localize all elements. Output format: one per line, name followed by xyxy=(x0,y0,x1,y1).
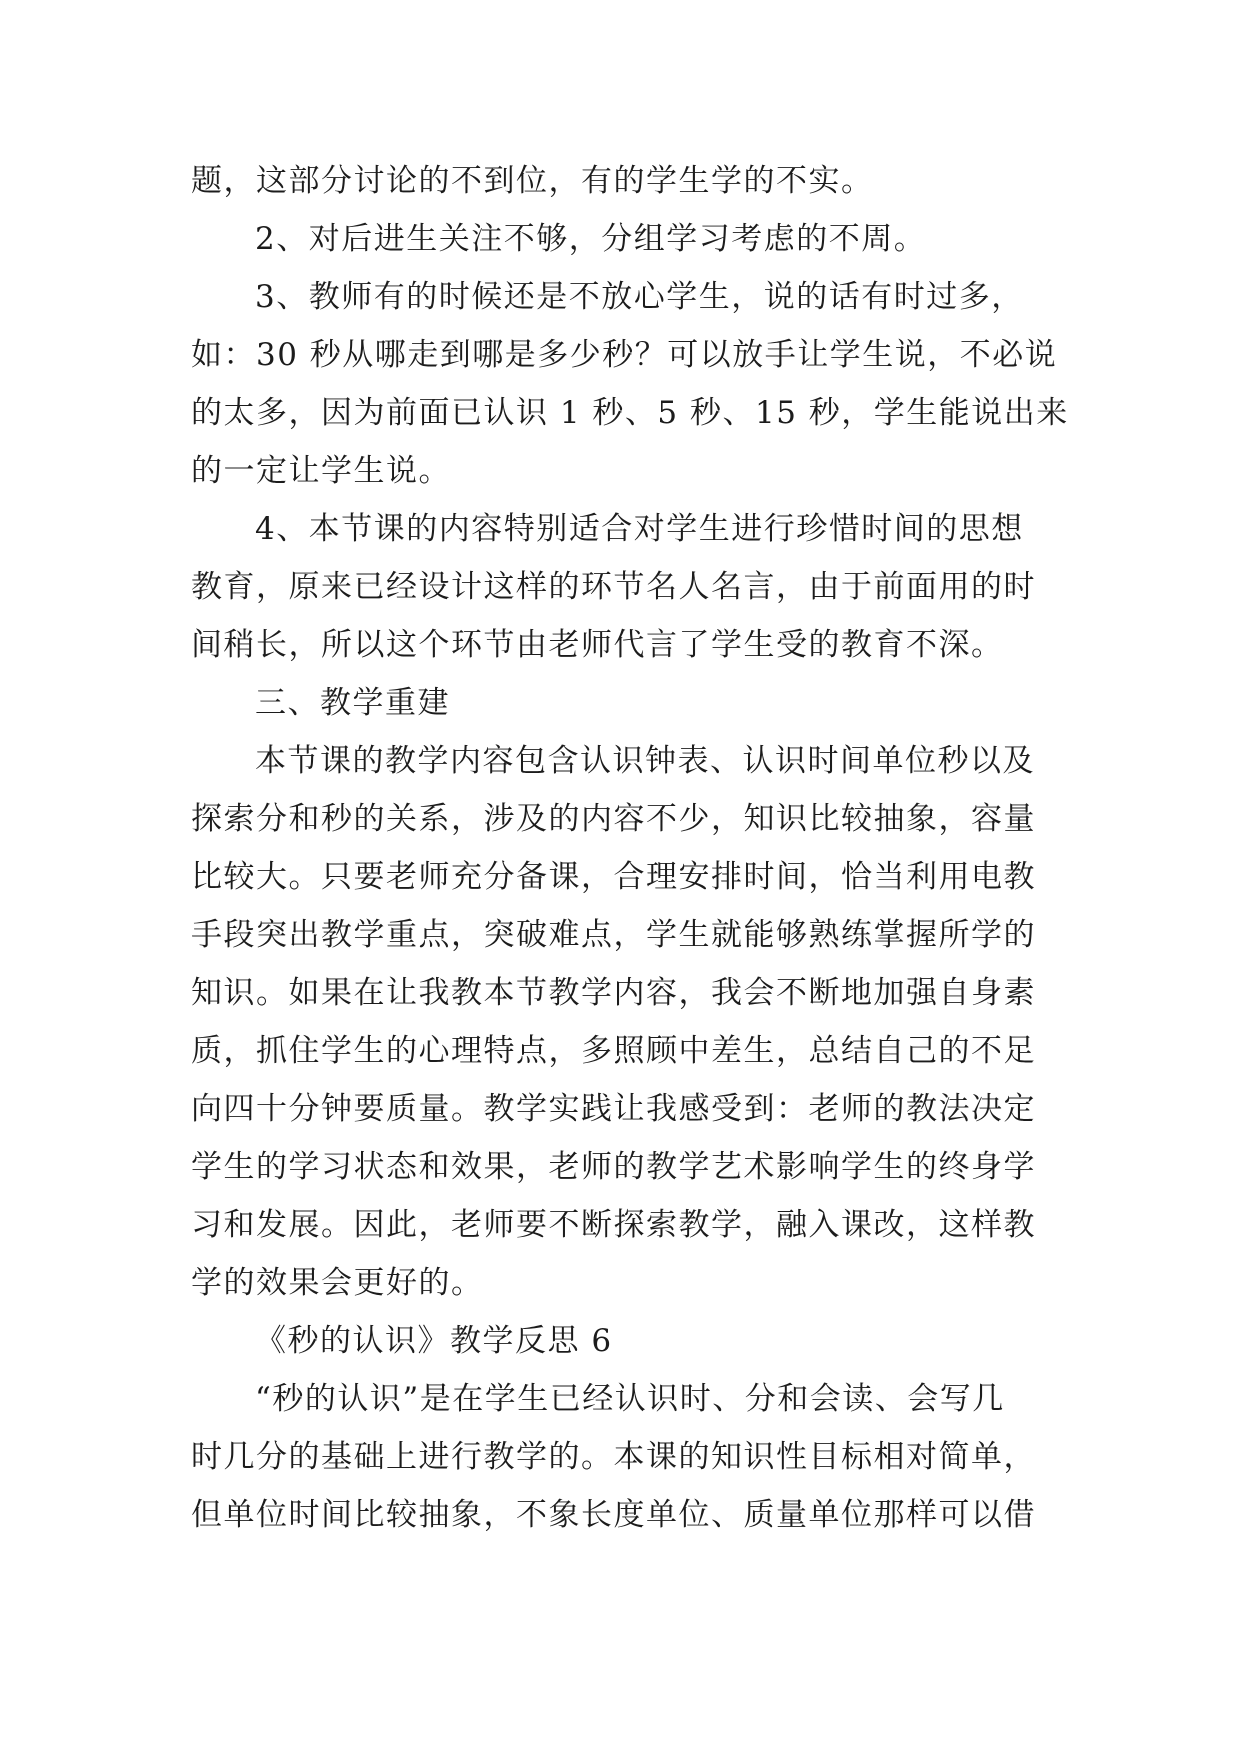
text-line: 手段突出教学重点，突破难点，学生就能够熟练掌握所学的 xyxy=(191,917,1036,953)
text-line: 向四十分钟要质量。教学实践让我感受到：老师的教法决定 xyxy=(191,1091,1036,1127)
text-line: 比较大。只要老师充分备课，合理安排时间，恰当利用电教 xyxy=(191,859,1036,895)
text-line: 知识。如果在让我教本节教学内容，我会不断地加强自身素 xyxy=(191,975,1036,1011)
text-line: 但单位时间比较抽象，不象长度单位、质量单位那样可以借 xyxy=(191,1497,1036,1533)
text-line: 2、对后进生关注不够，分组学习考虑的不周。 xyxy=(255,221,927,257)
text-line: 学生的学习状态和效果，老师的教学艺术影响学生的终身学 xyxy=(191,1149,1036,1185)
text-line: 3、教师有的时候还是不放心学生，说的话有时过多， xyxy=(255,279,1024,315)
text-line: 本节课的教学内容包含认识钟表、认识时间单位秒以及 xyxy=(255,743,1035,779)
text-line: “秒的认识”是在学生已经认识时、分和会读、会写几 xyxy=(255,1381,1005,1417)
text-line: 如：30 秒从哪走到哪是多少秒？可以放手让学生说，不必说 xyxy=(191,337,1058,373)
section-heading: 三、教学重建 xyxy=(255,685,450,721)
text-line: 探索分和秒的关系，涉及的内容不少，知识比较抽象，容量 xyxy=(191,801,1036,837)
text-line: 题，这部分讨论的不到位，有的学生学的不实。 xyxy=(191,163,874,199)
text-line: 间稍长，所以这个环节由老师代言了学生受的教育不深。 xyxy=(191,627,1004,663)
document-body xyxy=(191,152,1069,1544)
text-line: 学的效果会更好的。 xyxy=(191,1265,484,1301)
text-line: 时几分的基础上进行教学的。本课的知识性目标相对简单， xyxy=(191,1439,1036,1475)
text-line: 的太多，因为前面已认识 1 秒、5 秒、15 秒，学生能说出来 xyxy=(191,395,1069,431)
article-title: 《秒的认识》教学反思 6 xyxy=(255,1323,613,1359)
text-line: 教育，原来已经设计这样的环节名人名言，由于前面用的时 xyxy=(191,569,1036,605)
text-line: 质，抓住学生的心理特点，多照顾中差生，总结自己的不足 xyxy=(191,1033,1036,1069)
text-line: 的一定让学生说。 xyxy=(191,453,451,489)
text-line: 4、本节课的内容特别适合对学生进行珍惜时间的思想 xyxy=(255,511,1024,547)
text-line: 习和发展。因此，老师要不断探索教学，融入课改，这样教 xyxy=(191,1207,1036,1243)
